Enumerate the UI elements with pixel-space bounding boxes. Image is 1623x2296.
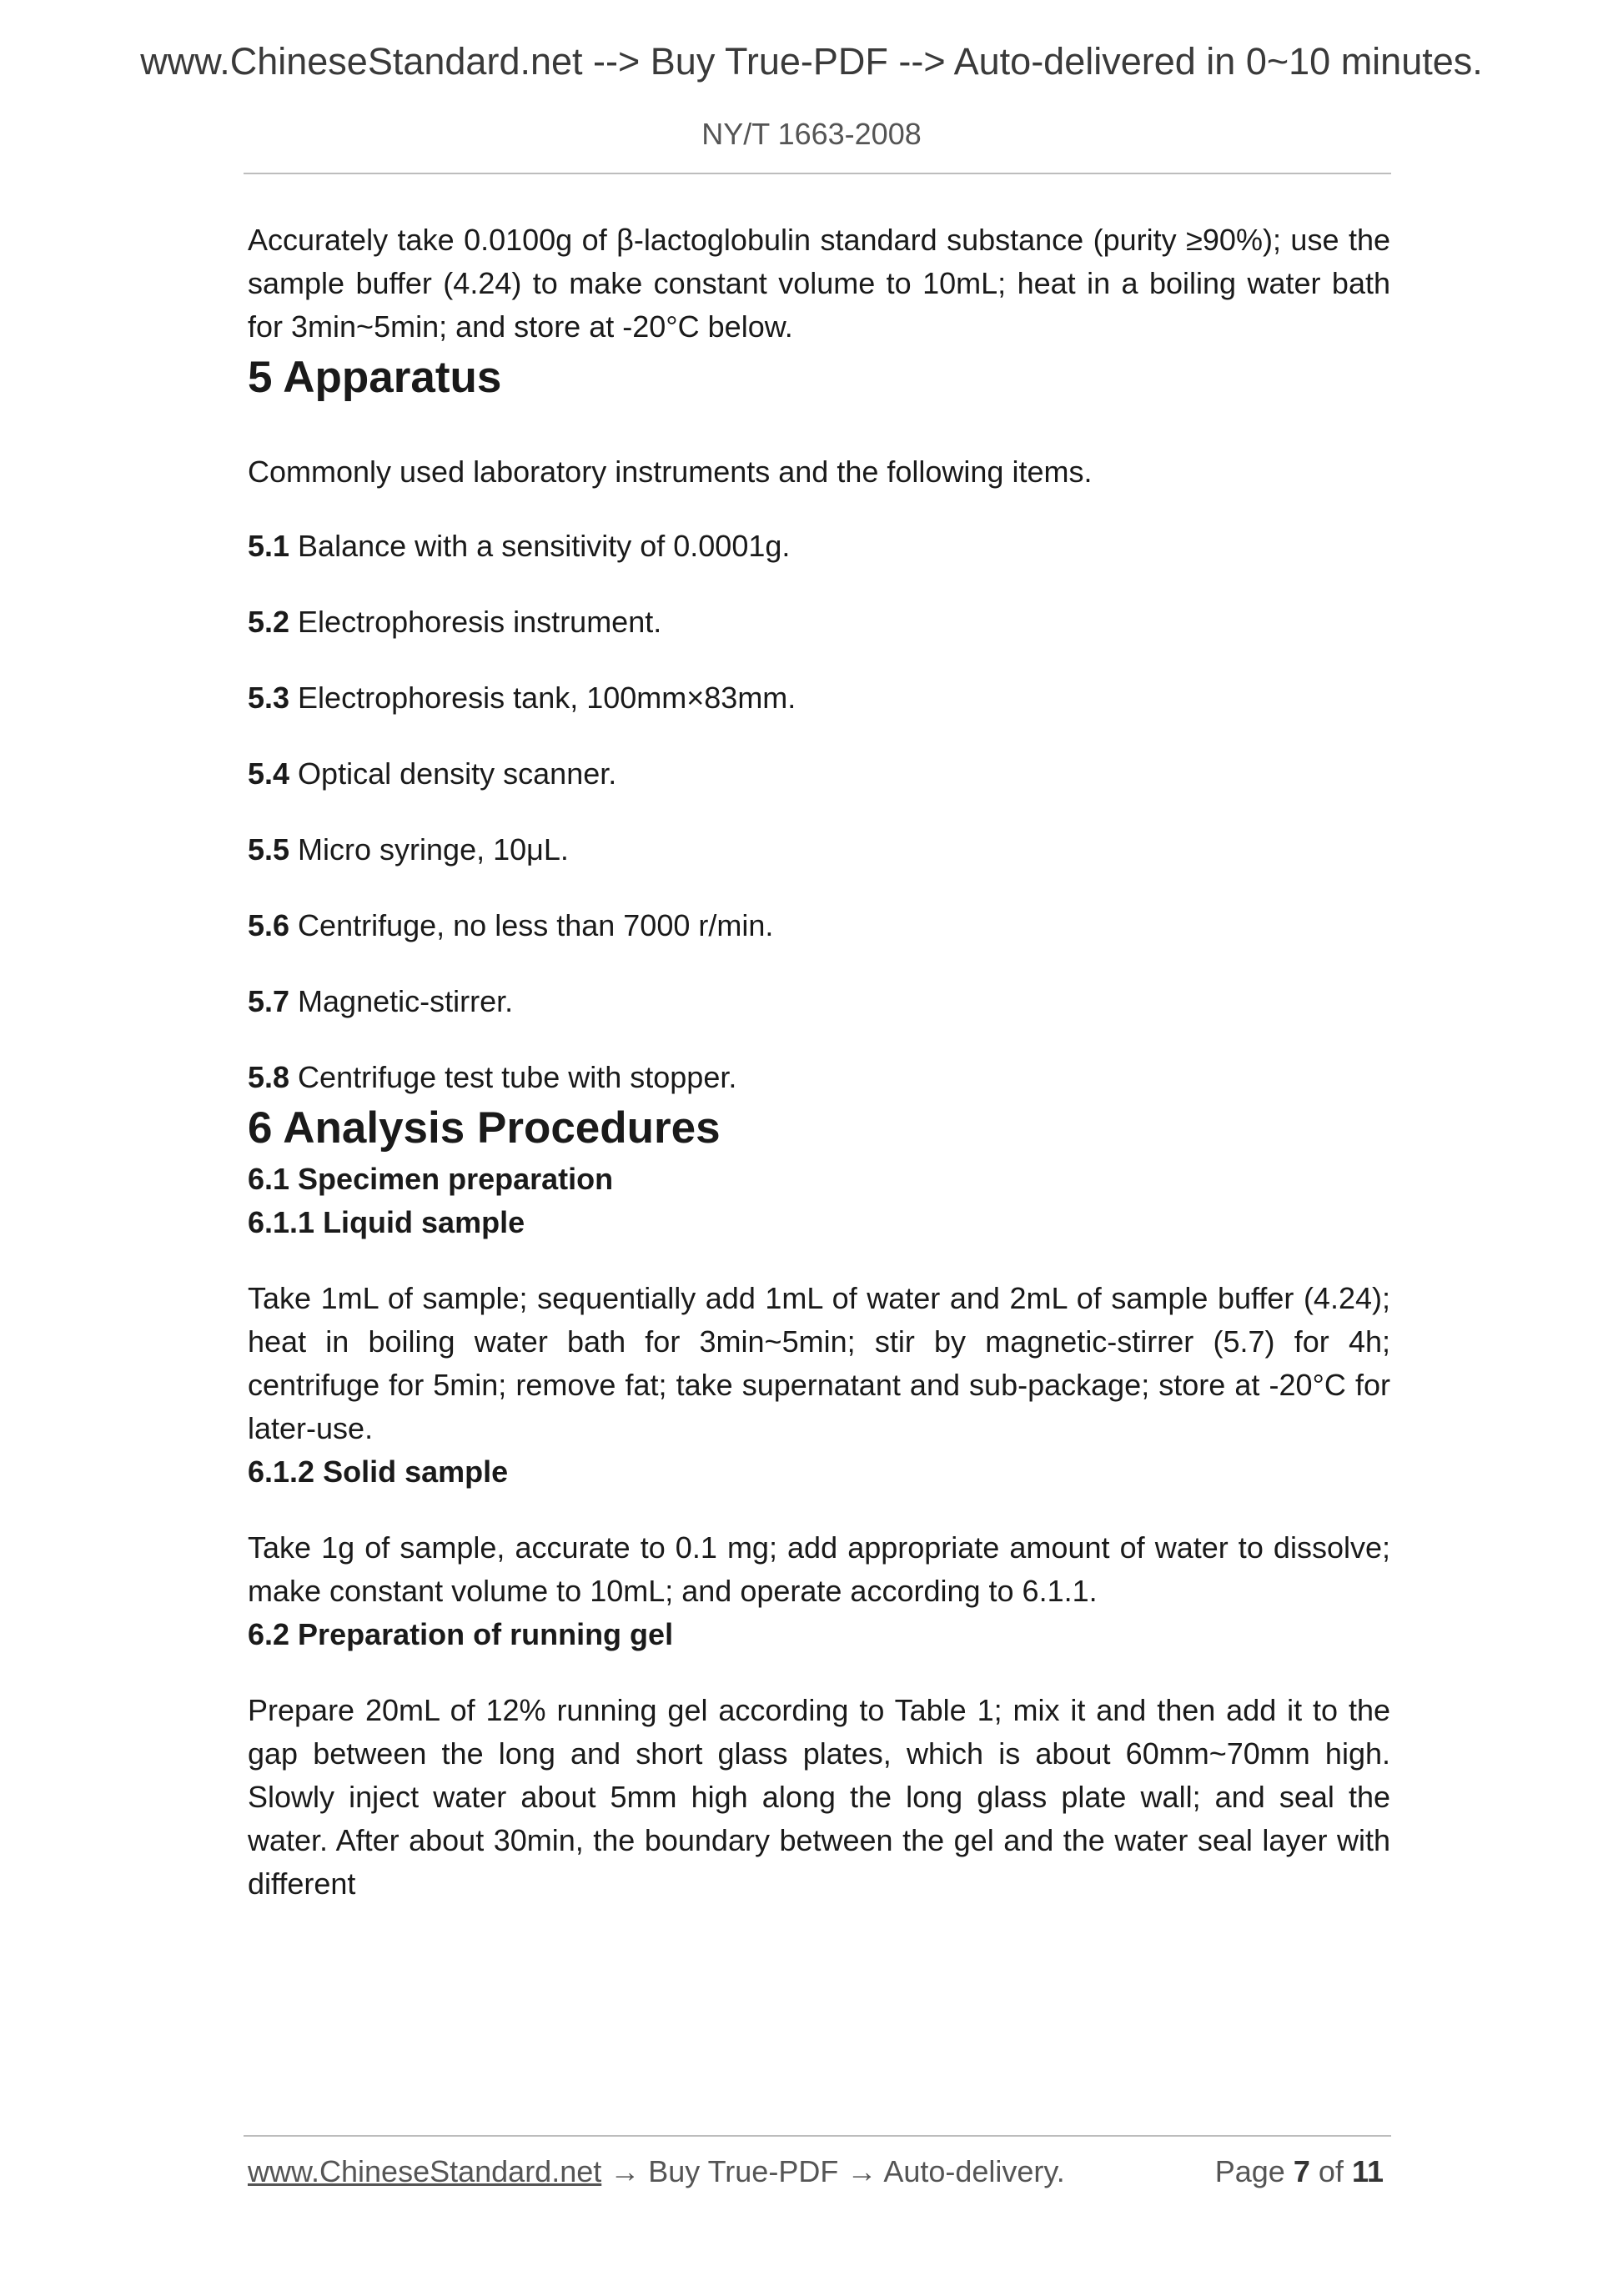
item-text: Micro syringe, 10μL.: [289, 832, 569, 867]
item-number: 5.1: [248, 529, 290, 563]
apparatus-item: [248, 600, 1390, 644]
section-5-lead: Commonly used laboratory instruments and the following items.: [248, 455, 1093, 489]
subsection-6-1-1-title: 6.1.1 Liquid sample: [248, 1205, 525, 1239]
item-number: 5.2: [248, 605, 290, 639]
item-number: 5.3: [248, 681, 290, 715]
page-label: Page: [1214, 2154, 1285, 2188]
subsection-6-2-paragraph: Prepare 20mL of 12% running gel according to Table 1; mix it and then add it to the gap between the long and short glass plates, which is about 60mm~70mm high. Slowly inject water about 5mm high along the long glass plate wall; and seal the water. After about 30min, the boundary between the gel and the water seal layer with different: [248, 1693, 1390, 1901]
page-number: 7: [1293, 2154, 1310, 2188]
item-number: 5.4: [248, 756, 290, 791]
item-text: Electrophoresis instrument.: [289, 605, 662, 639]
item-text: Electrophoresis tank, 100mm×83mm.: [289, 681, 796, 715]
item-number: 5.7: [248, 984, 290, 1018]
apparatus-item: [248, 525, 1390, 568]
page-indicator: [1215, 2154, 1384, 2189]
footer-divider: [244, 2135, 1391, 2137]
apparatus-item: [248, 1056, 1390, 1099]
apparatus-item: [248, 980, 1390, 1023]
page-of-label: of: [1318, 2154, 1344, 2188]
intro-paragraph: Accurately take 0.0100g of β-lactoglobulin standard substance (purity ≥90%); use the sample buffer (4.24) to make constant volume to 10mL; heat in a boiling water bath for 3min~5min; and store at -20°C below.: [248, 223, 1390, 344]
subsection-6-1-2-title: 6.1.2 Solid sample: [248, 1454, 509, 1489]
apparatus-list: [248, 525, 1390, 1099]
section-5-title: 5 Apparatus: [248, 353, 502, 402]
item-text: Optical density scanner.: [289, 756, 617, 791]
apparatus-item: [248, 904, 1390, 947]
item-text: Centrifuge test tube with stopper.: [289, 1060, 737, 1094]
header-divider: [244, 173, 1391, 174]
apparatus-item: [248, 828, 1390, 872]
header-banner: www.ChineseStandard.net --> Buy True-PDF --> Auto-delivered in 0~10 minutes.: [140, 40, 1483, 83]
item-text: Centrifuge, no less than 7000 r/min.: [289, 908, 774, 942]
subsection-6-2-title: 6.2 Preparation of running gel: [248, 1617, 674, 1651]
subsection-6-1-1-paragraph: Take 1mL of sample; sequentially add 1mL of water and 2mL of sample buffer (4.24); heat in boiling water bath for 3min~5min; stir by magnetic-stirrer (5.7) for 4h; centrifuge for 5min; remove fat; take supernatant and sub-package; store at -20°C for later-use.: [248, 1281, 1390, 1445]
page-footer: [248, 2154, 1384, 2189]
footer-text: → Buy True-PDF → Auto-delivery.: [601, 2154, 1065, 2188]
apparatus-item: [248, 752, 1390, 796]
section-6-title: 6 Analysis Procedures: [248, 1103, 721, 1153]
subsection-6-1-title: 6.1 Specimen preparation: [248, 1162, 614, 1196]
item-text: Magnetic-stirrer.: [289, 984, 514, 1018]
item-number: 5.8: [248, 1060, 290, 1094]
subsection-6-1-2-paragraph: Take 1g of sample, accurate to 0.1 mg; add appropriate amount of water to dissolve; make constant volume to 10mL; and operate according to 6.1.1.: [248, 1530, 1390, 1608]
item-number: 5.6: [248, 908, 290, 942]
footer-link[interactable]: www.ChineseStandard.net: [248, 2154, 602, 2188]
page-total: 11: [1351, 2154, 1384, 2188]
page-content: [248, 219, 1390, 1906]
item-text: Balance with a sensitivity of 0.0001g.: [289, 529, 791, 563]
apparatus-item: [248, 676, 1390, 720]
item-number: 5.5: [248, 832, 290, 867]
document-code: NY/T 1663-2008: [701, 117, 922, 151]
